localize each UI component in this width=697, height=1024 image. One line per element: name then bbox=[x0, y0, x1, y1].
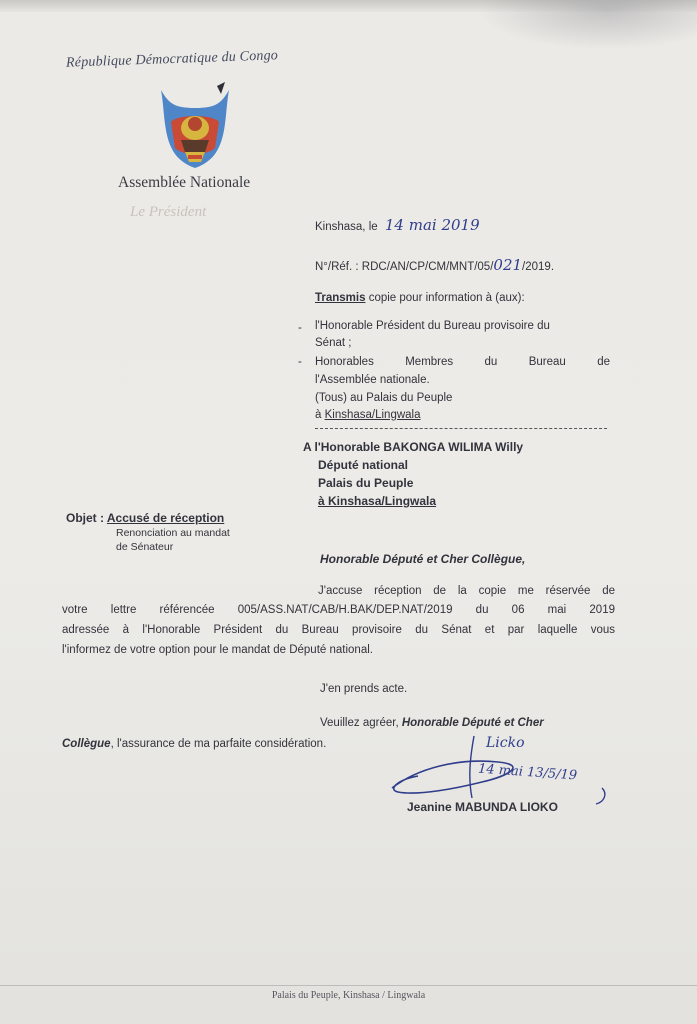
body-p3-start: Veuillez agréer, bbox=[320, 717, 402, 729]
objet-label: Objet : bbox=[66, 511, 104, 525]
bullet-dash-2: - bbox=[298, 356, 302, 368]
signatory-name: Jeanine MABUNDA LIOKO bbox=[407, 800, 558, 814]
cc-place: Kinshasa/Lingwala bbox=[324, 409, 421, 421]
cc-item-2-line2: l'Assemblée nationale. bbox=[315, 374, 430, 386]
transmis-title: Transmis bbox=[315, 292, 366, 304]
dashed-separator bbox=[315, 428, 607, 429]
objet-title: Accusé de réception bbox=[106, 511, 225, 525]
cc-item-1-line2: Sénat ; bbox=[315, 337, 352, 349]
body-p2: J'en prends acte. bbox=[320, 683, 408, 695]
reference-suffix: /2019. bbox=[522, 261, 555, 273]
objet-line bbox=[66, 511, 224, 525]
date-prefix: Kinshasa, le bbox=[315, 221, 378, 233]
salutation: Honorable Député et Cher Collègue, bbox=[320, 552, 526, 566]
date-line bbox=[315, 216, 480, 234]
institution-name: Assemblée Nationale bbox=[118, 174, 251, 191]
body-p3-line2-bold: Collègue bbox=[62, 738, 111, 750]
body-p1-line3: adressée à l'Honorable Président du Bureau provisoire du Sénat et par laquelle vous bbox=[62, 624, 615, 636]
body-p3-line2 bbox=[62, 738, 326, 750]
body-p1-line4: l'informez de votre option pour le mandat de Député national. bbox=[62, 644, 373, 656]
recipient-line1: A l'Honorable BAKONGA WILIMA Willy bbox=[303, 440, 524, 454]
recipient-line4: à Kinshasa/Lingwala bbox=[318, 494, 437, 508]
coat-of-arms-emblem bbox=[155, 82, 235, 174]
reference-line bbox=[315, 256, 554, 274]
reference-number-handwritten: 021 bbox=[493, 256, 523, 274]
body-p1-line1: J'accuse réception de la copie me réservée de bbox=[318, 585, 615, 597]
cc-place-line bbox=[315, 409, 421, 421]
recipient-line3: Palais du Peuple bbox=[318, 476, 414, 490]
objet-sub1: Renonciation au mandat bbox=[116, 527, 230, 539]
date-handwritten: 14 mai 2019 bbox=[384, 216, 480, 234]
objet-sub2: de Sénateur bbox=[116, 541, 174, 553]
body-p3-line2-rest: , l'assurance de ma parfaite considération. bbox=[110, 738, 327, 750]
signature-note: Licko bbox=[486, 735, 525, 751]
page-shadow bbox=[477, 0, 697, 50]
transmis-rest: copie pour information à (aux): bbox=[365, 292, 525, 304]
footer-address: Palais du Peuple, Kinshasa / Lingwala bbox=[271, 990, 426, 1001]
bullet-dash-1: - bbox=[298, 322, 302, 334]
country-heading: République Démocratique du Congo bbox=[65, 48, 279, 71]
cc-tous-line: (Tous) au Palais du Peuple bbox=[315, 392, 453, 404]
footer-rule bbox=[0, 985, 697, 986]
signature-date: 14 mai 13/5/19 bbox=[477, 761, 578, 784]
office-title: Le Président bbox=[130, 204, 207, 220]
reference-prefix: N°/Réf. : RDC/AN/CP/CM/MNT/05/ bbox=[315, 261, 494, 273]
transmis-line bbox=[315, 292, 525, 304]
body-p1-line2: votre lettre référencée 005/ASS.NAT/CAB/H.BAK/DEP.NAT/2019 du 06 mai 2019 bbox=[62, 604, 615, 616]
body-p3-bold: Honorable Député et Cher bbox=[401, 717, 544, 729]
cc-place-prefix: à bbox=[315, 409, 325, 421]
cc-item-2-line1: Honorables Membres du Bureau de bbox=[315, 356, 610, 368]
cc-item-1-line1: l'Honorable Président du Bureau provisoire du bbox=[315, 320, 550, 332]
recipient-line2: Député national bbox=[318, 458, 409, 472]
